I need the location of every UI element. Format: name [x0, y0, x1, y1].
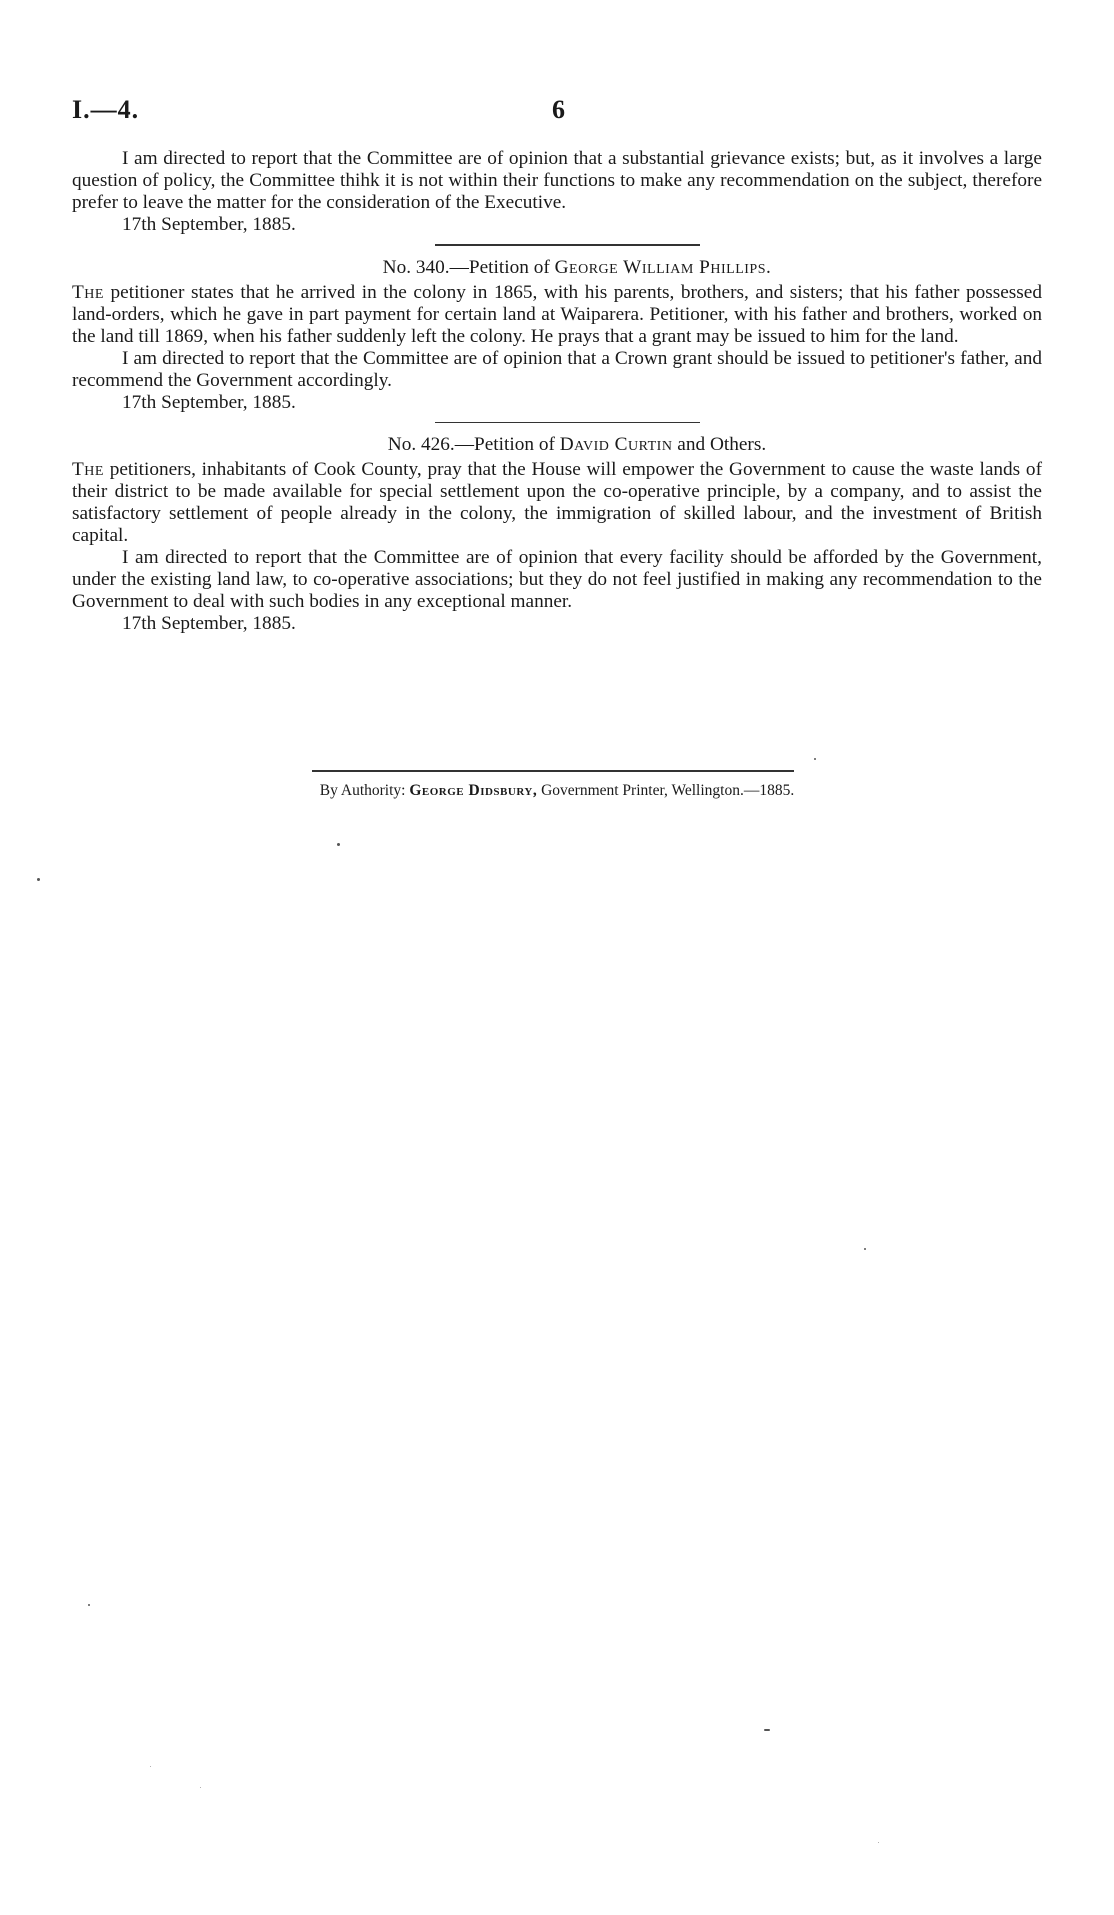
scan-speck	[814, 758, 816, 760]
scan-speck	[88, 1604, 90, 1606]
section-divider	[435, 244, 700, 246]
petition-426-body	[72, 459, 1042, 547]
intro-date: 17th September, 1885.	[122, 214, 296, 235]
petition-426-petitioner: David Curtin	[559, 434, 673, 455]
scan-speck	[878, 1842, 879, 1843]
petition-340-body	[72, 282, 1042, 348]
petition-340-date: 17th September, 1885.	[122, 391, 296, 413]
petition-426-suffix: and Others.	[677, 434, 767, 455]
page-header	[72, 95, 1042, 135]
petition-340-report: I am directed to report that the Committee are of opinion that a Crown grant should be issued to petitioner's father, and recommend the Government accordingly.	[72, 347, 1042, 391]
scan-speck	[200, 1787, 201, 1788]
imprint-printer-name: George Didsbury,	[409, 782, 538, 799]
petition-426-lead-word: The	[72, 459, 104, 480]
scan-speck	[764, 1729, 770, 1731]
document-code: I.—4.	[72, 95, 140, 124]
printer-imprint	[72, 781, 1042, 801]
petition-426-number: No. 426.—Petition of	[387, 434, 555, 455]
petition-426-report: I am directed to report that the Committee are of opinion that every facility should be afforded by the Government, under the existing land law, to co-operative associations; but they do not feel justified in making any recommendation to the Government to deal with such bodies in any exceptional manner.	[72, 547, 1042, 612]
scan-speck	[337, 843, 340, 846]
petition-426-date: 17th September, 1885.	[122, 613, 296, 634]
section-divider	[435, 422, 700, 424]
footer-divider	[312, 770, 794, 772]
scan-speck	[864, 1248, 866, 1250]
petition-340-petitioner: George William Phillips.	[554, 256, 772, 278]
petition-340-heading	[72, 256, 1042, 280]
petition-426-heading	[72, 433, 1042, 457]
petition-340-lead-word: The	[72, 281, 104, 303]
intro-report-paragraph: I am directed to report that the Committee are of opinion that a substantial grievance exists; but, as it involves a large question of policy, the Committee thihk it is not within their functions to make any recommendation on the subject, therefore prefer to leave the matter for the consideration of the Executive.	[72, 148, 1042, 213]
scan-speck	[37, 878, 40, 881]
petition-340-number: No. 340.—Petition of	[382, 256, 550, 278]
page-content	[72, 148, 1042, 635]
imprint-suffix: Government Printer, Wellington.—1885.	[541, 782, 795, 799]
petition-340-body-text: petitioner states that he arrived in the colony in 1865, with his parents, brothers, and sisters; that his father possessed land-orders, which he gave in part payment for certain land at Waiparera. Petitioner, with his father and brothers, worked on the land till 1869, when his father suddenly left the colony. He prays that a grant may be issued to him for the land.	[72, 281, 1042, 347]
petition-426-body-text: petitioners, inhabitants of Cook County, pray that the House will empower the Government to cause the waste lands of their district to be made available for special settlement upon the co-operative principle, by a company, and to assist the satisfactory settlement of people already in the colony, the immigration of skilled labour, and the investment of British capital.	[72, 459, 1042, 546]
imprint-prefix: By Authority:	[319, 782, 406, 799]
scan-speck	[150, 1766, 151, 1767]
page-number: 6	[552, 95, 565, 124]
